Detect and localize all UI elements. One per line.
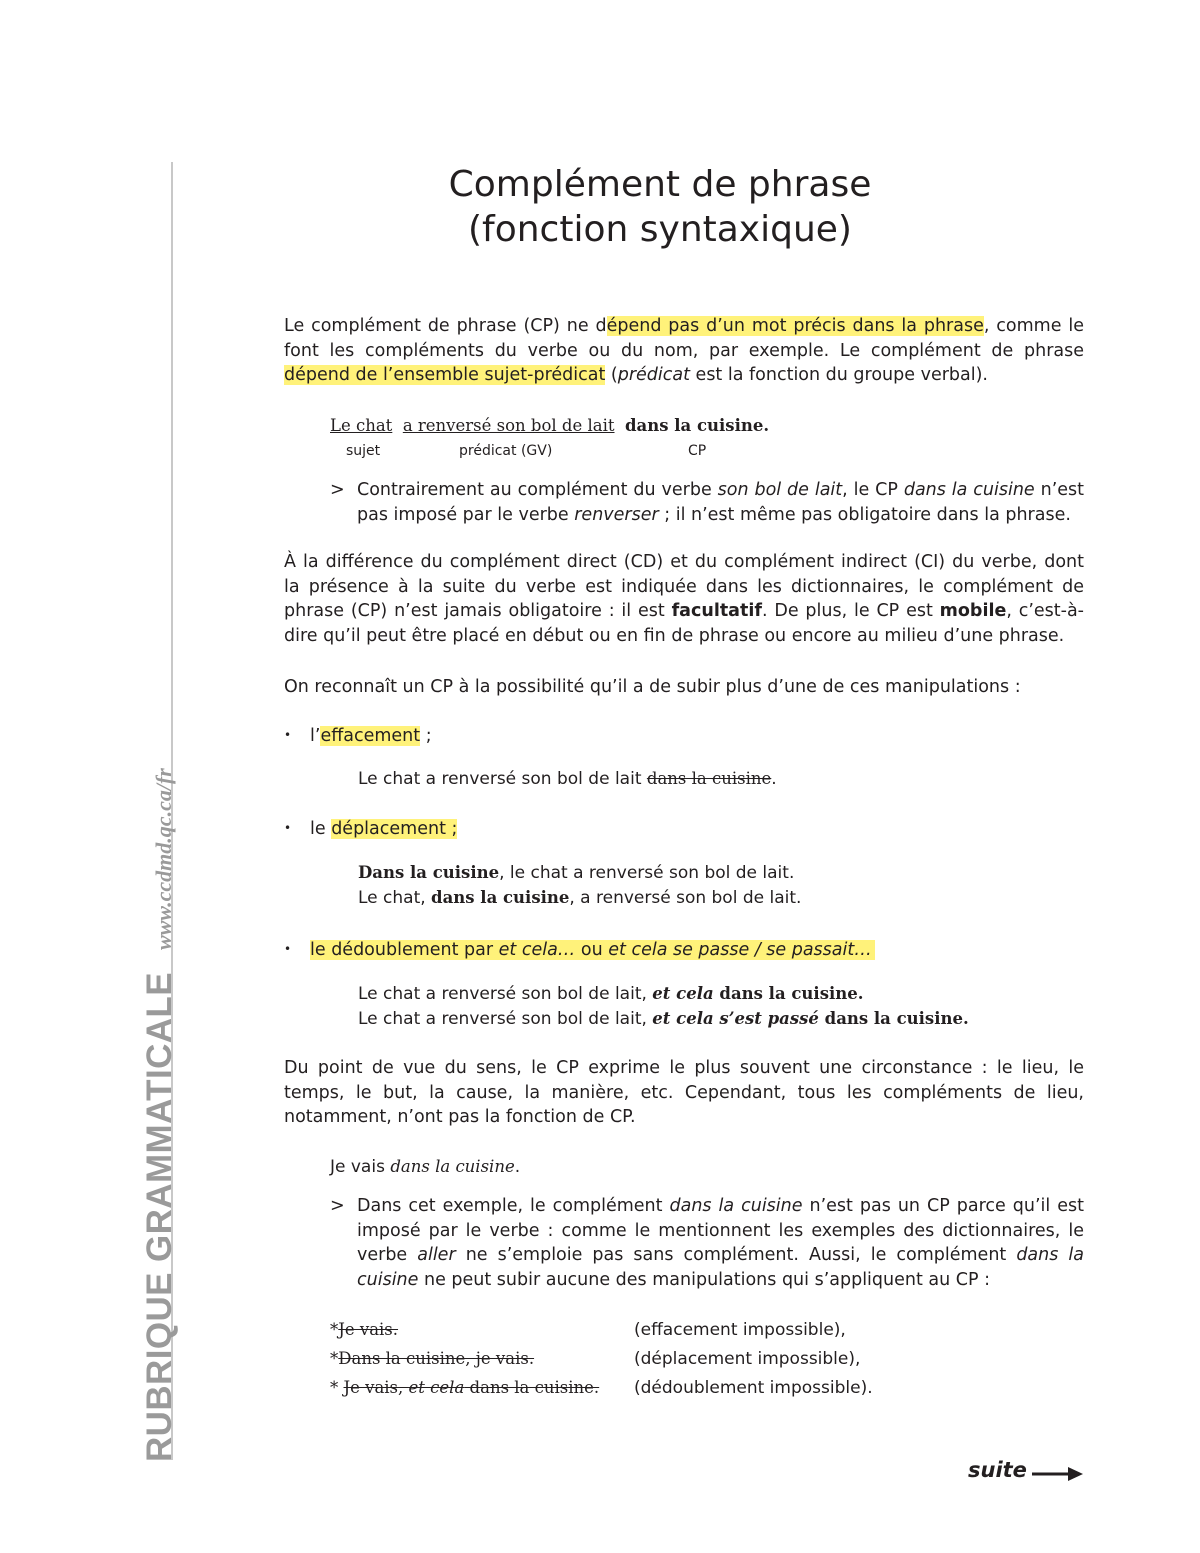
text: Le chat a renversé son bol de lait [358,769,647,789]
italic-text: dans la cuisine [390,1157,515,1176]
paragraph-3: On reconnaît un CP à la possibilité qu’il a de subir plus d’une de ces manipulations : [284,677,1021,697]
struck-text: dans la cuisine [646,769,772,788]
label-cp: CP [688,443,707,459]
highlight: épend pas d’un mot précis dans la phrase [606,316,984,336]
bold-text: Dans la cuisine [358,863,500,882]
example-je-vais [330,1155,520,1179]
struck-text: Je vais, [343,1378,409,1397]
struck-text: Dans la cuisine, je vais. [338,1349,535,1368]
bullet-dot: • [284,821,292,835]
text: À la différence du complément direct (CD) et du complément indirect (CI) du verbe, dont la présence à la suite du verbe est indiquée dans les dictionnaires, le complément de phrase (CP) n’est jamais obligatoire : il est [284,552,1084,621]
page-title-line2: (fonction syntaxique) [468,209,852,250]
sidebar-title: RUBRIQUE GRAMMATICALE [140,972,179,1462]
bullet-dedoublement [284,937,875,962]
text: Le chat, [358,888,432,908]
struck-text: dans la cuisine. [464,1378,600,1397]
label-sujet: sujet [346,443,381,459]
text: Le chat a renversé son bol de lait, [358,1009,653,1029]
impossible-effacement [330,1318,398,1342]
struck-text: Je vais. [338,1320,399,1339]
text: , a renversé son bol de lait. [569,888,802,908]
italic-text: son bol de lait [717,480,843,500]
highlight-italic: et cela… [498,940,576,960]
suite-link[interactable]: suite [968,1458,1027,1482]
example-predicat: a renversé son bol de lait [402,416,615,435]
text: n’est pas un CP parce qu’il est imposé par le verbe : comme le mentionnent les exemples des dictionnaires, le verbe [357,1196,1084,1265]
arrow-right-icon[interactable] [1032,1466,1084,1482]
bold-text: dans la cuisine [431,888,570,907]
text: . De plus, le CP est [761,601,940,621]
example-dedoublement-1 [358,982,864,1006]
label-predicat: prédicat (GV) [459,443,553,459]
intro-paragraph [284,314,1084,388]
bold-text: dans la cuisine. [713,984,864,1003]
text: ne s’emploie pas sans complément. Aussi, le complément [455,1245,1017,1265]
italic-text: prédicat [617,365,690,385]
page-title-line1: Complément de phrase [448,164,872,205]
example-sujet: Le chat [330,416,393,435]
highlight-italic: et cela se passe / se passait… [608,940,872,960]
highlight: dépend de l’ensemble sujet-prédicat [284,365,606,385]
bullet-deplacement [284,816,457,841]
sidebar [140,768,180,1462]
highlight: le dédoublement par [310,940,499,960]
paragraph-2 [284,550,1084,648]
highlight: effacement [320,726,421,746]
impossible-effacement-note: (effacement impossible), [634,1320,846,1340]
bold-text: mobile [939,601,1007,621]
bold-italic-text: et cela [652,984,714,1003]
highlight: ou [575,940,609,960]
paragraph-4: Du point de vue du sens, le CP exprime le plus souvent une circonstance : le lieu, le temps, le but, la cause, la manière, etc. Cependant, tous les compléments de lieu, notamment, n’ont pas la fonction de CP. [284,1058,1084,1127]
impossible-deplacement [330,1347,534,1371]
text: Dans cet exemple, le complément [357,1196,670,1216]
text: . [771,769,777,789]
example-effacement [358,767,777,791]
page-title [330,162,990,252]
text: Je vais [330,1157,391,1177]
bullet-dot: • [284,942,292,956]
highlight: déplacement ; [331,819,458,839]
note-2 [330,1194,1084,1292]
impossible-deplacement-note: (déplacement impossible), [634,1349,861,1369]
bold-text: dans la cuisine. [818,1009,969,1028]
text: est la fonction du groupe verbal). [689,365,988,385]
text: l’ [310,726,321,746]
struck-italic-text: et cela [408,1378,465,1397]
bullet-dot: • [284,728,292,742]
text: ne peut subir aucune des manipulations qui s’appliquent au CP : [418,1269,991,1290]
text: Le chat a renversé son bol de lait, [358,984,653,1004]
text: n’est pas imposé par le verbe [357,480,1085,525]
example-deplacement-2 [358,886,801,910]
example-deplacement-1 [358,861,794,885]
text: ; il n’est même pas obligatoire dans la phrase. [658,504,1071,525]
text: Contrairement au complément du verbe [357,480,718,500]
text: Le complément de phrase (CP) ne d [284,316,607,336]
text: ; [420,726,432,746]
italic-text: renverser [574,504,659,525]
text: . [514,1157,521,1177]
asterisk: * [330,1349,339,1368]
text: , comme le font les compléments du verbe ou du nom, par exemple. Le complément de phrase [284,316,1084,361]
note-marker: > [330,480,345,500]
impossible-dedoublement [330,1376,599,1400]
bullet-effacement [284,723,432,748]
asterisk: * [330,1378,344,1397]
sidebar-url: www.ccdmd.qc.ca/fr [151,768,176,951]
note-marker: > [330,1196,345,1216]
example-cp: dans la cuisine. [625,416,770,435]
text: , le CP [842,480,904,500]
example-sentence [330,414,769,438]
example-dedoublement-2 [358,1007,969,1031]
italic-text: dans la cuisine [669,1196,803,1216]
italic-text: aller [417,1245,456,1265]
italic-text: dans la cuisine [903,480,1035,500]
impossible-dedoublement-note: (dédoublement impossible). [634,1378,873,1398]
text: , le chat a renversé son bol de lait. [499,863,795,883]
bold-text: facultatif [671,601,762,621]
italic-text: dans la cuisine [357,1245,1084,1290]
text: ( [605,365,618,385]
text: , c’est-à-dire qu’il peut être placé en début ou en fin de phrase ou encore au milieu d’une phrase. [284,601,1084,646]
text: le [310,819,332,839]
bold-italic-text: et cela s’est passé [652,1009,819,1028]
asterisk: * [330,1320,339,1339]
note-1 [330,478,1084,527]
